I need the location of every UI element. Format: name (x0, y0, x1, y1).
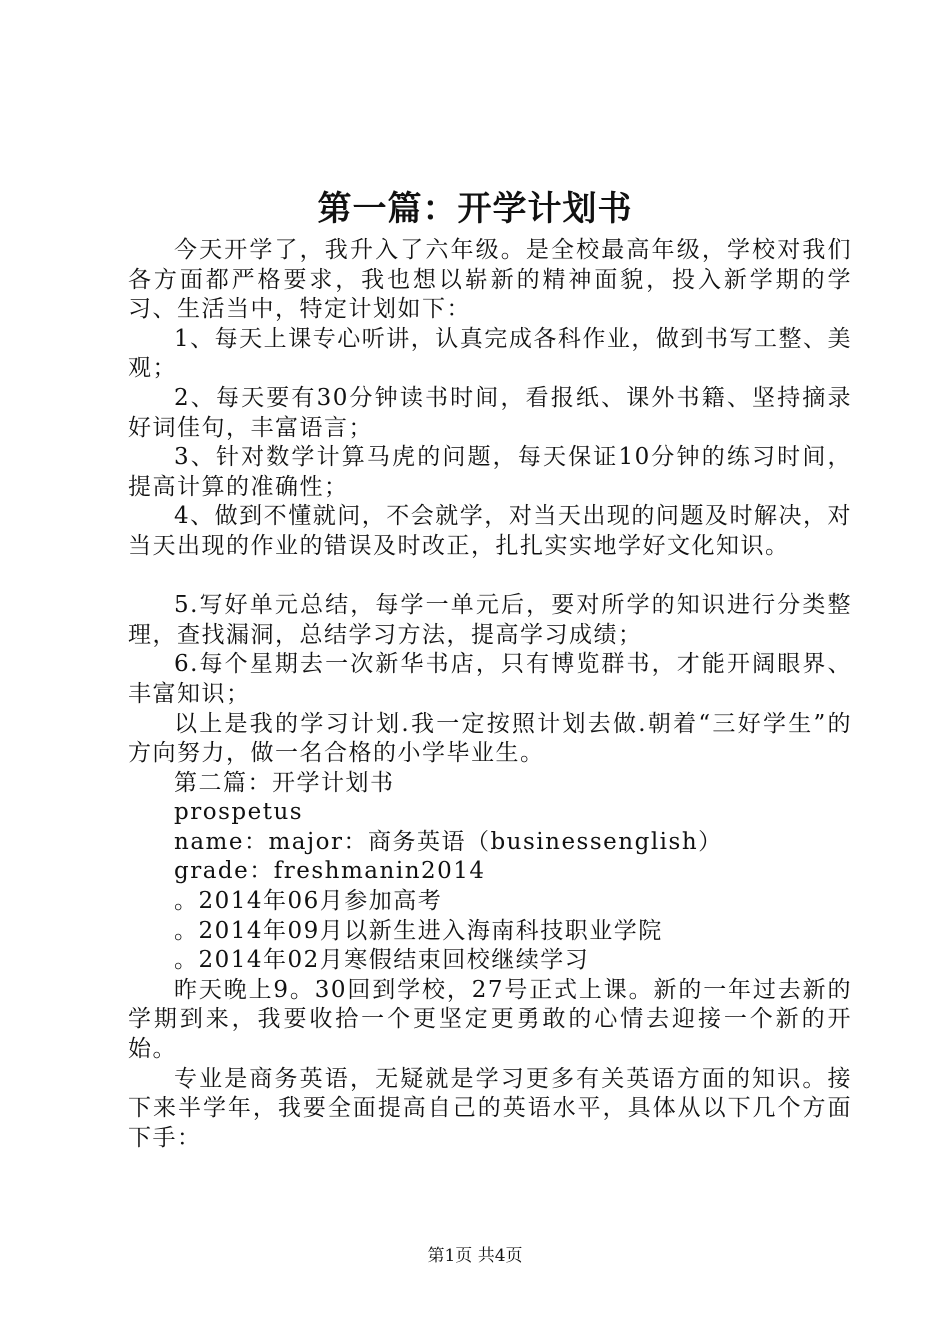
paragraph-intro: 今天开学了，我升入了六年级。是全校最高年级，学校对我们各方面都严格要求，我也想以崭新的精神面貌，投入新学期的学习、生活当中，特定计划如下： (128, 237, 852, 323)
page-number: 第1页 共4页 (427, 1246, 523, 1266)
paragraph-return: 昨天晚上9。30回到学校，27号正式上课。新的一年过去新的学期到来，我要收拾一个更坚定更勇敢的心情去迎接一个新的开始。 (128, 976, 852, 1063)
paragraph-prospectus: prospetus (174, 799, 304, 826)
document-body (128, 236, 852, 1153)
paragraph-timeline-2: 。2014年09月以新生进入海南科技职业学院 (174, 917, 663, 944)
paragraph-name-major: name：major：商务英语（businessenglish） (174, 828, 723, 855)
document-title: 第一篇：开学计划书 (317, 189, 633, 229)
paragraph-spacer (128, 562, 852, 592)
paragraph-summary: 以上是我的学习计划.我一定按照计划去做.朝着“三好学生”的方向努力，做一名合格的小学毕业生。 (128, 710, 852, 767)
section-heading-second: 第二篇：开学计划书 (174, 769, 395, 796)
paragraph-major-plan: 专业是商务英语，无疑就是学习更多有关英语方面的知识。接下来半学年，我要全面提高自己的英语水平，具体从以下几个方面下手： (128, 1065, 852, 1151)
paragraph-item-2: 2、每天要有30分钟读书时间，看报纸、课外书籍、坚持摘录好词佳句，丰富语言； (128, 384, 852, 441)
paragraph-item-3: 3、针对数学计算马虎的问题，每天保证10分钟的练习时间，提高计算的准确性； (128, 444, 852, 500)
paragraph-timeline-1: 。2014年06月参加高考 (174, 888, 443, 915)
paragraph-item-1: 1、每天上课专心听讲，认真完成各科作业，做到书写工整、美观； (128, 325, 852, 382)
paragraph-timeline-3: 。2014年02月寒假结束回校继续学习 (174, 947, 590, 974)
paragraph-item-4: 4、做到不懂就问，不会就学，对当天出现的问题及时解决，对当天出现的作业的错误及时改正，扎扎实实地学好文化知识。 (128, 503, 852, 559)
paragraph-grade: grade：freshmanin2014 (174, 858, 486, 885)
paragraph-item-6: 6.每个星期去一次新华书店，只有博览群书，才能开阔眼界、丰富知识； (128, 651, 852, 707)
paragraph-item-5: 5.写好单元总结，每学一单元后，要对所学的知识进行分类整理，查找漏洞，总结学习方法，提高学习成绩； (128, 592, 852, 648)
